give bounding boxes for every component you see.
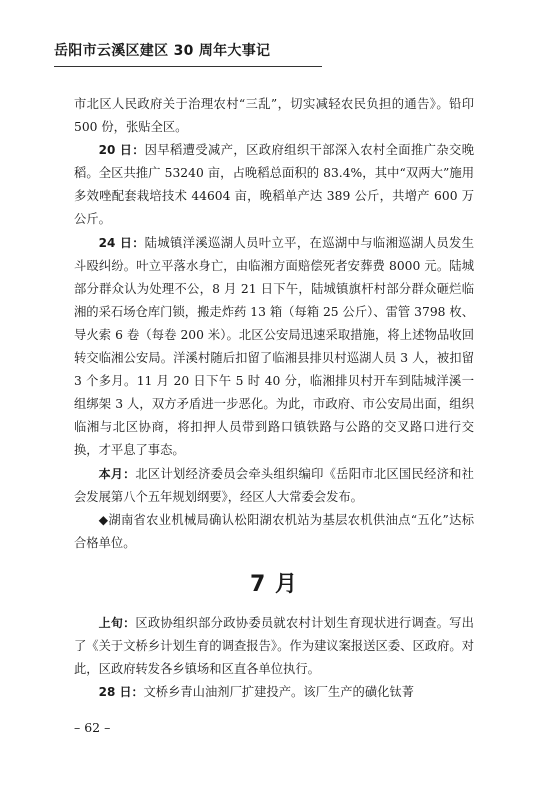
entry-20th xyxy=(74,139,474,231)
paragraph-text: 文桥乡青山油剂厂扩建投产。该厂生产的磺化钛菁 xyxy=(143,685,415,700)
date-label: 本月： xyxy=(98,466,136,481)
paragraph-text: 因早稻遭受减产，区政府组织干部深入农村全面推广杂交晚稻。全区共推广 53240 亩，占晚稻总面积的 83.4%，其中“双两大”施用多效唑配套栽培技术 44604 亩，晚稻单产达 389 公斤，共增产 600 万公斤。 xyxy=(74,143,474,227)
running-header: 岳阳市云溪区建区 30 周年大事记 xyxy=(54,43,271,59)
paragraph-text: 市北区人民政府关于治理农村“三乱”，切实减轻农民负担的通告》。铅印 500 份，张贴全区。 xyxy=(74,97,474,135)
page-number: – 62 – xyxy=(74,720,111,735)
header-rule xyxy=(54,66,322,67)
entry-early-month xyxy=(74,612,474,681)
entry-bullet xyxy=(74,509,474,555)
date-label: 28 日： xyxy=(98,685,144,700)
date-label: 上旬： xyxy=(98,615,136,630)
paragraph-text: ◆湖南省农业机械局确认松阳湖农机站为基层农机供油点“五化”达标合格单位。 xyxy=(74,512,474,550)
date-label: 20 日： xyxy=(98,143,145,158)
page-body xyxy=(74,93,474,704)
entry-24th xyxy=(74,232,474,463)
entry-this-month xyxy=(74,463,474,509)
paragraph-continuation xyxy=(74,93,474,139)
date-label: 24 日： xyxy=(98,235,145,250)
entry-28th xyxy=(74,681,474,704)
paragraph-text: 北区计划经济委员会牵头组织编印《岳阳市北区国民经济和社会发展第八个五年规划纲要》，经区人大常委会发布。 xyxy=(74,466,474,504)
month-heading: 7 月 xyxy=(250,571,298,597)
paragraph-text: 陆城镇洋溪巡湖人员叶立平，在巡湖中与临湘巡湖人员发生斗殴纠纷。叶立平落水身亡，由临湘方面赔偿死者安葬费 8000 元。陆城部分群众认为处理不公，8 月 21 日下午，陆城镇旗杆村部分群众砸烂临湘的采石场仓库门锁，搬走炸药 13 箱（每箱 25 公斤）、雷管 3798 枚、导火索 6 卷（每卷 200 米）。北区公安局迅速采取措施，将上述物品收回转交临湘公安局。洋溪村随后扣留了临湘县排贝村巡湖人员 3 人，被扣留 3 个多月。11 月 20 日下午 5 时 40 分，临湘排贝村开车到陆城洋溪一组绑架 3 人，双方矛盾进一步恶化。为此，市政府、市公安局出面，组织临湘与北区协商，将扣押人员带到路口镇铁路与公路的交叉路口进行交换，才平息了事态。 xyxy=(74,235,474,458)
paragraph-text: 区政协组织部分政协委员就农村计划生育现状进行调查。写出了《关于文桥乡计划生育的调查报告》。作为建议案报送区委、区政府。对此，区政府转发各乡镇场和区直各单位执行。 xyxy=(74,615,474,677)
